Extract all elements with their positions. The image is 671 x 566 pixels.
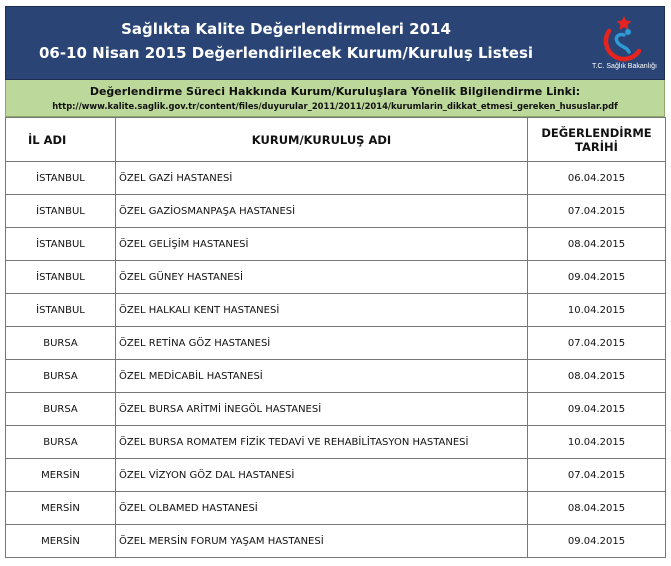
institution-cell: ÖZEL BURSA ARİTMİ İNEGÖL HASTANESİ bbox=[116, 393, 528, 426]
city-cell: BURSA bbox=[6, 426, 116, 459]
city-cell: İSTANBUL bbox=[6, 195, 116, 228]
institution-cell: ÖZEL RETİNA GÖZ HASTANESİ bbox=[116, 327, 528, 360]
document-sheet bbox=[5, 6, 665, 558]
date-cell: 07.04.2015 bbox=[528, 195, 666, 228]
institution-cell: ÖZEL MERSİN FORUM YAŞAM HASTANESİ bbox=[116, 525, 528, 558]
table-row bbox=[6, 327, 666, 360]
table-row bbox=[6, 162, 666, 195]
table-row bbox=[6, 393, 666, 426]
health-ministry-logo bbox=[592, 13, 656, 75]
logo-icon bbox=[601, 13, 647, 63]
city-cell: MERSİN bbox=[6, 492, 116, 525]
column-header-date-line2: TARİHİ bbox=[575, 139, 618, 154]
page-subtitle: 06-10 Nisan 2015 Değerlendirilecek Kurum/Kuruluş Listesi bbox=[38, 44, 534, 62]
city-cell: İSTANBUL bbox=[6, 261, 116, 294]
city-cell: BURSA bbox=[6, 393, 116, 426]
column-header-date bbox=[528, 118, 666, 162]
institution-cell: ÖZEL VİZYON GÖZ DAL HASTANESİ bbox=[116, 459, 528, 492]
table-row bbox=[6, 426, 666, 459]
logo-caption: T.C. Sağlık Bakanlığı bbox=[592, 63, 657, 70]
date-cell: 07.04.2015 bbox=[528, 459, 666, 492]
city-cell: İSTANBUL bbox=[6, 162, 116, 195]
date-cell: 10.04.2015 bbox=[528, 426, 666, 459]
info-banner bbox=[5, 80, 665, 117]
city-cell: İSTANBUL bbox=[6, 228, 116, 261]
city-cell: BURSA bbox=[6, 327, 116, 360]
institution-cell: ÖZEL MEDİCABİL HASTANESİ bbox=[116, 360, 528, 393]
table-row bbox=[6, 492, 666, 525]
page-title: Sağlıkta Kalite Değerlendirmeleri 2014 bbox=[121, 20, 451, 38]
table-row bbox=[6, 228, 666, 261]
institution-cell: ÖZEL GÜNEY HASTANESİ bbox=[116, 261, 528, 294]
city-cell: İSTANBUL bbox=[6, 294, 116, 327]
info-text: Değerlendirme Süreci Hakkında Kurum/Kuruluşlara Yönelik Bilgilendirme Linki: bbox=[89, 85, 581, 98]
table-row bbox=[6, 294, 666, 327]
column-header-date-line1: DEĞERLENDİRME bbox=[541, 125, 652, 140]
table-row bbox=[6, 459, 666, 492]
institution-table bbox=[5, 117, 666, 558]
table-row bbox=[6, 195, 666, 228]
table-row bbox=[6, 360, 666, 393]
table-row bbox=[6, 261, 666, 294]
date-cell: 08.04.2015 bbox=[528, 360, 666, 393]
institution-cell: ÖZEL BURSA ROMATEM FİZİK TEDAVİ VE REHABİLİTASYON HASTANESİ bbox=[116, 426, 528, 459]
date-cell: 07.04.2015 bbox=[528, 327, 666, 360]
column-header-institution: KURUM/KURULUŞ ADI bbox=[116, 118, 528, 162]
header-banner bbox=[5, 6, 665, 80]
date-cell: 06.04.2015 bbox=[528, 162, 666, 195]
institution-cell: ÖZEL OLBAMED HASTANESİ bbox=[116, 492, 528, 525]
city-cell: MERSİN bbox=[6, 459, 116, 492]
date-cell: 10.04.2015 bbox=[528, 294, 666, 327]
info-link[interactable]: http://www.kalite.saglik.gov.tr/content/files/duyurular_2011/2011/2014/kurumlarin_dikkat_etmesi_gereken_hususlar.pdf bbox=[52, 101, 618, 111]
date-cell: 08.04.2015 bbox=[528, 228, 666, 261]
institution-cell: ÖZEL GAZİ HASTANESİ bbox=[116, 162, 528, 195]
date-cell: 09.04.2015 bbox=[528, 525, 666, 558]
table-row bbox=[6, 525, 666, 558]
institution-cell: ÖZEL HALKALI KENT HASTANESİ bbox=[116, 294, 528, 327]
city-cell: BURSA bbox=[6, 360, 116, 393]
institution-cell: ÖZEL GELİŞİM HASTANESİ bbox=[116, 228, 528, 261]
date-cell: 08.04.2015 bbox=[528, 492, 666, 525]
institution-cell: ÖZEL GAZİOSMANPAŞA HASTANESİ bbox=[116, 195, 528, 228]
date-cell: 09.04.2015 bbox=[528, 393, 666, 426]
date-cell: 09.04.2015 bbox=[528, 261, 666, 294]
city-cell: MERSİN bbox=[6, 525, 116, 558]
table-header-row bbox=[6, 118, 666, 162]
column-header-city: İL ADI bbox=[6, 118, 116, 162]
